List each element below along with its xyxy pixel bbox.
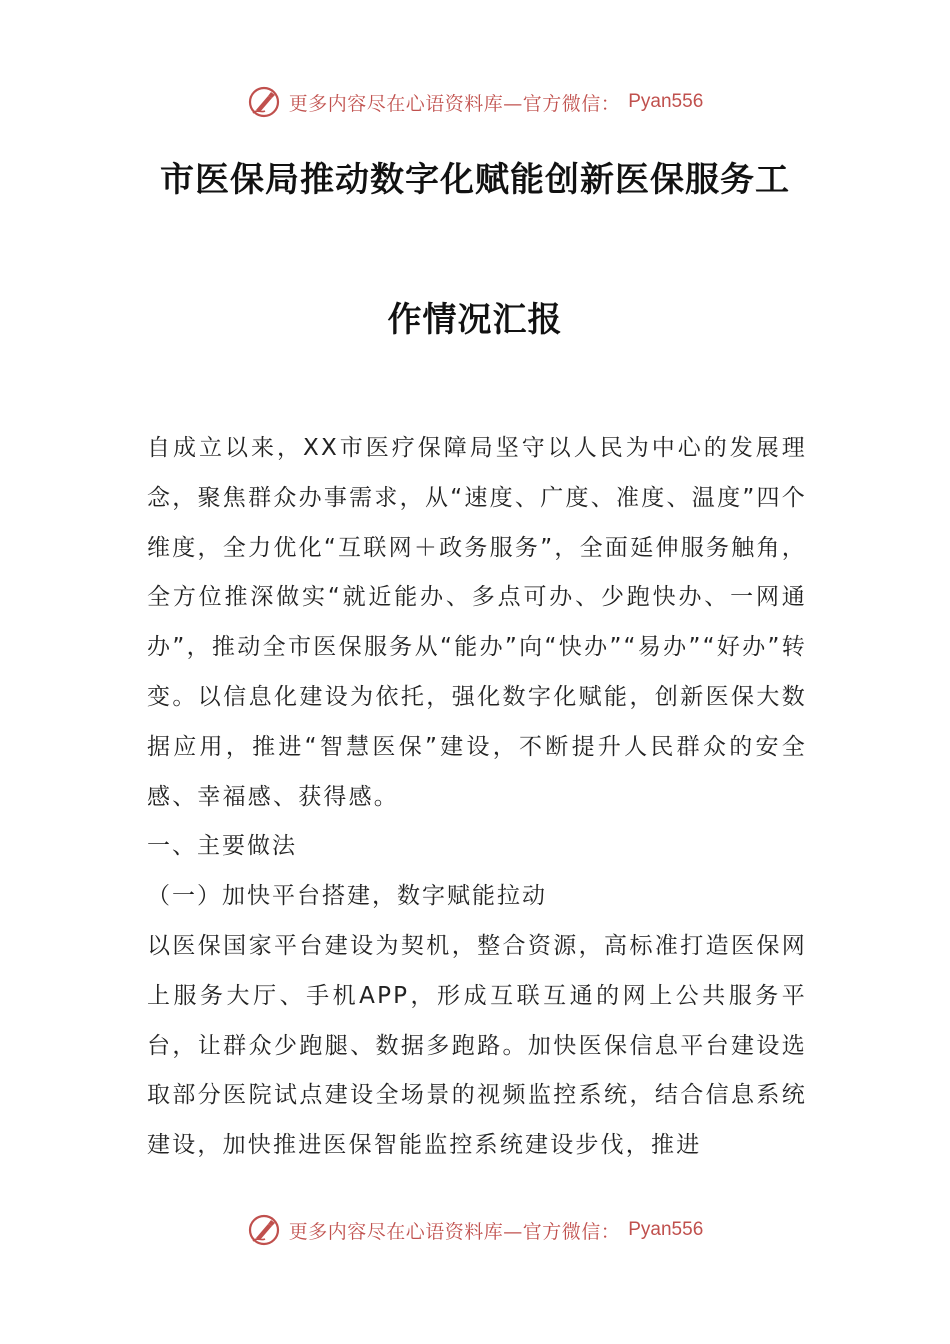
pen-nib-icon	[247, 1213, 281, 1247]
section-heading: 一、主要做法	[147, 833, 297, 860]
pen-nib-icon	[247, 85, 281, 119]
watermark-wechat-id: Pyan556	[628, 1219, 704, 1240]
watermark-text: 更多内容尽在心语资料库—官方微信：	[288, 1220, 621, 1243]
document-title-line1: 市医保局推动数字化赋能创新医保服务工	[160, 160, 790, 200]
watermark-text: 更多内容尽在心语资料库—官方微信：	[288, 92, 621, 115]
subsection-paragraph: 以医保国家平台建设为契机，整合资源，高标准打造医保网上服务大厅、手机APP，形成互联互通的网上公共服务平台，让群众少跑腿、数据多跑路。加快医保信息平台建设选取部分医院试点建设全场景的视频监控系统，结合信息系统建设，加快推进医保智能监控系统建设步伐，推进	[147, 932, 807, 1159]
document-title-line2: 作情况汇报	[387, 300, 563, 340]
watermark-footer	[0, 1210, 950, 1250]
subsection-heading: （一）加快平台搭建，数字赋能拉动	[147, 883, 547, 910]
document-body	[147, 424, 807, 1171]
watermark-wechat-id: Pyan556	[628, 91, 704, 112]
watermark-header	[0, 82, 950, 122]
intro-paragraph: 自成立以来，XX市医疗保障局坚守以人民为中心的发展理念，聚焦群众办事需求，从“速度、广度、准度、温度”四个维度，全力优化“互联网＋政务服务”，全面延伸服务触角，全方位推深做实“就近能办、多点可办、少跑快办、一网通办”，推动全市医保服务从“能办”向“快办”“易办”“好办”转变。以信息化建设为依托，强化数字化赋能，创新医保大数据应用，推进“智慧医保”建设，不断提升人民群众的安全感、幸福感、获得感。	[147, 435, 807, 810]
